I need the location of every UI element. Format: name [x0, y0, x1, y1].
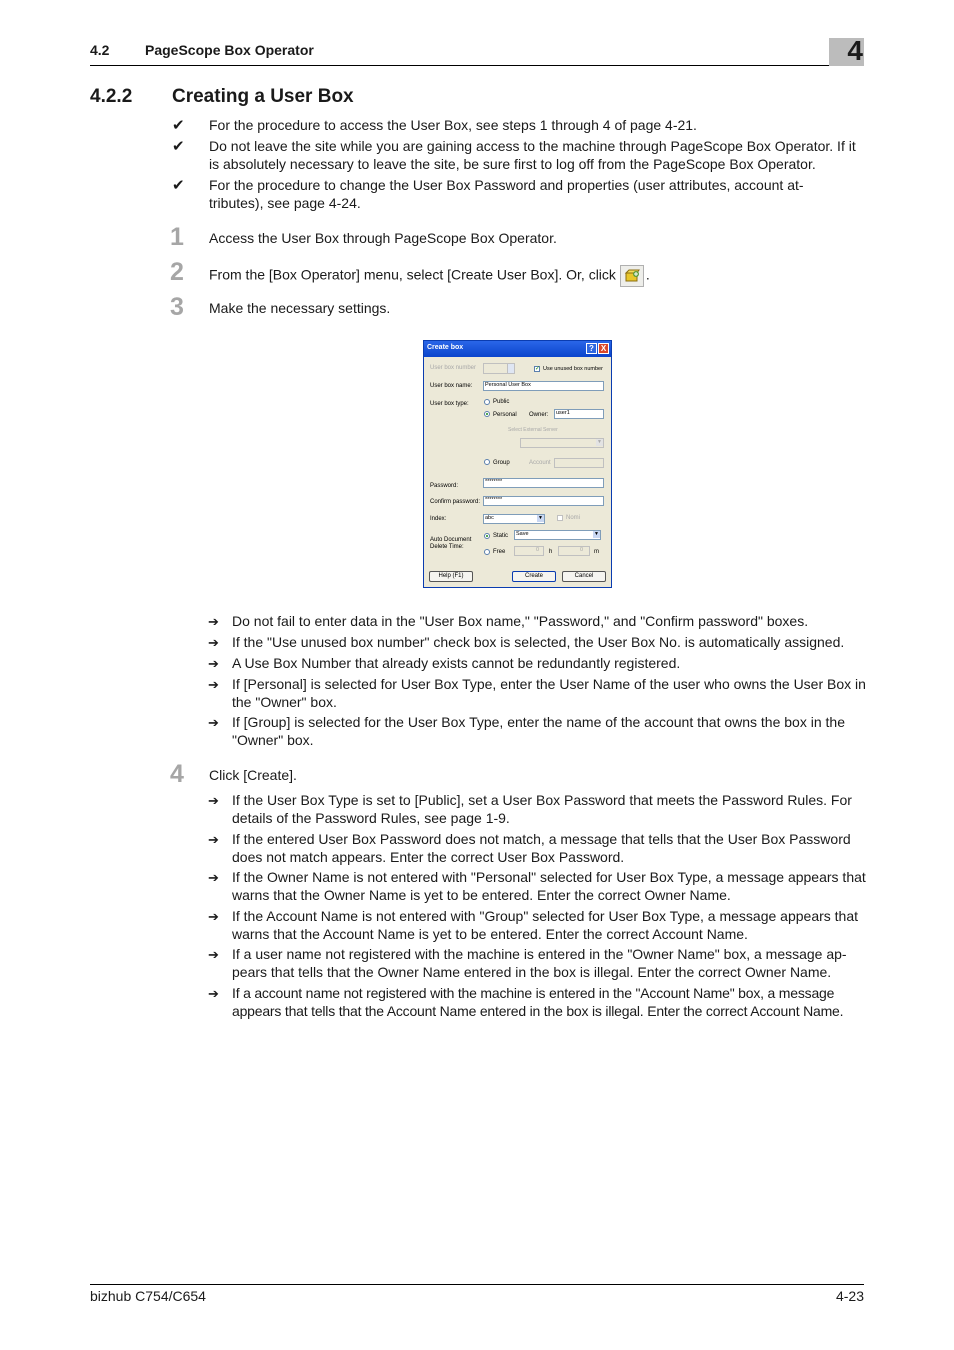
- free-label: Free: [493, 549, 506, 555]
- arrow-icon: ➔: [208, 715, 219, 730]
- check-icon: ✔: [172, 138, 185, 155]
- step-text-main: From the [Box Operator] menu, select [Create User Box]. Or, click: [209, 266, 616, 283]
- note-text: If the entered User Box Password does not match, a message that tells that the User Box Password does not match appears. Enter the correct User Box Password.: [232, 831, 851, 865]
- step-text: Click [Create].: [209, 767, 297, 783]
- note-text: If the User Box Type is set to [Public], set a User Box Password that meets the Password Rules. For details of the Password Rules, see page 1-9.: [232, 792, 852, 826]
- arrow-icon: ➔: [208, 947, 219, 962]
- password-label: Password:: [430, 483, 459, 489]
- create-user-box-icon: [620, 265, 644, 287]
- arrow-icon: ➔: [208, 677, 219, 692]
- user-box-name-field[interactable]: Personal User Box: [483, 381, 604, 391]
- note-text: If the "Use unused box number" check box is selected, the User Box No. is automatically assigned.: [232, 634, 845, 650]
- header-section-number: 4.2: [90, 42, 110, 58]
- static-radio[interactable]: [484, 533, 490, 539]
- step-text-suffix: .: [645, 266, 650, 283]
- public-radio[interactable]: [484, 399, 490, 405]
- arrow-icon: ➔: [208, 832, 219, 847]
- footer-page-number: 4-23: [835, 1288, 864, 1304]
- user-box-type-label: User box type:: [430, 401, 469, 407]
- arrow-icon: ➔: [208, 635, 219, 650]
- note-text: If [Personal] is selected for User Box Type, enter the User Name of the user who owns the User Box in the "Owner" box.: [232, 676, 866, 710]
- step-number: 4: [170, 760, 184, 788]
- check-item-text: For the procedure to access the User Box, see steps 1 through 4 of page 4-21.: [209, 117, 697, 133]
- group-label: Group: [493, 460, 510, 466]
- step-number: 3: [170, 293, 184, 321]
- free-radio[interactable]: [484, 549, 490, 555]
- step-text: Make the necessary settings.: [209, 300, 391, 316]
- note-text: A Use Box Number that already exists cannot be redundantly registered.: [232, 655, 681, 671]
- close-icon[interactable]: X: [598, 343, 609, 354]
- step-number: 2: [170, 258, 184, 286]
- arrow-icon: ➔: [208, 870, 219, 885]
- free-hours-field[interactable]: 0: [514, 546, 544, 556]
- public-label: Public: [493, 399, 510, 405]
- password-field[interactable]: ********: [483, 478, 604, 488]
- step-text: [209, 265, 865, 287]
- header-divider: [90, 65, 864, 66]
- use-unused-label: Use unused box number: [543, 366, 603, 372]
- note-text: Do not fail to enter data in the "User Box name," "Password," and "Confirm password" boxes.: [232, 613, 809, 629]
- index-value: abc: [485, 515, 494, 521]
- footer-divider: [90, 1284, 864, 1285]
- dialog-title: Create box: [427, 344, 464, 351]
- check-icon: ✔: [172, 177, 185, 194]
- owner-label: Owner:: [529, 412, 549, 418]
- section-title: Creating a User Box: [172, 86, 354, 107]
- confirm-password-field[interactable]: ********: [483, 496, 604, 506]
- personal-radio[interactable]: [484, 411, 490, 417]
- group-radio[interactable]: [484, 459, 490, 465]
- note-text: If a user name not registered with the machine is entered in the "Owner Name" box, a message ap-pears that tells that the Owner Name entered in the box is illegal. Enter the correct Owner Name.: [232, 946, 847, 980]
- auto-delete-label-2: Delete Time:: [430, 544, 464, 550]
- free-minutes-field[interactable]: 0: [558, 546, 590, 556]
- static-value: Save: [516, 531, 529, 537]
- create-button[interactable]: Create: [512, 571, 556, 582]
- arrow-icon: ➔: [208, 909, 219, 924]
- note-text: If the Owner Name is not entered with "Personal" selected for User Box Type, a message appears that warns that the Owner Name is yet to be entered. Enter the correct Owner Name.: [232, 869, 866, 903]
- arrow-icon: ➔: [208, 614, 219, 629]
- check-item-text: Do not leave the site while you are gaining access to the machine through PageScope Box Operator. If it is absolutely necessary to leave the site, be sure first to log off from the PageScope Box Operator.: [209, 138, 856, 172]
- nomi-checkbox[interactable]: [557, 515, 563, 521]
- chapter-number: 4: [847, 35, 863, 66]
- user-box-name-label: User box name:: [430, 383, 473, 389]
- section-number: 4.2.2: [90, 86, 133, 107]
- user-box-number-label: User box number: [430, 365, 477, 371]
- minutes-unit-label: m: [594, 549, 599, 555]
- header-title: PageScope Box Operator: [145, 42, 314, 58]
- note-text: If [Group] is selected for the User Box Type, enter the name of the account that owns the box in the "Owner" box.: [232, 714, 845, 748]
- auto-delete-label-1: Auto Document: [430, 537, 472, 543]
- step-text: Access the User Box through PageScope Box Operator.: [209, 230, 557, 246]
- step-number: 1: [170, 223, 184, 251]
- static-label: Static: [493, 533, 509, 539]
- use-unused-checkbox[interactable]: ✓: [535, 366, 541, 372]
- personal-label: Personal: [493, 412, 517, 418]
- nomi-label: Nomi: [566, 515, 581, 521]
- help-icon[interactable]: ?: [586, 343, 597, 354]
- note-text: If the Account Name is not entered with "Group" selected for User Box Type, a message appears that warns that the Account Name is yet to be entered. Enter the correct Account Name.: [232, 908, 859, 942]
- account-field[interactable]: [554, 458, 604, 468]
- select-external-server-label: Select External Server: [508, 427, 558, 433]
- cancel-button[interactable]: Cancel: [562, 571, 606, 582]
- check-item-text: For the procedure to change the User Box Password and properties (user attributes, account at-tributes), see page 4-24.: [209, 177, 804, 211]
- user-box-number-field[interactable]: [483, 363, 515, 374]
- footer-model: bizhub C754/C654: [90, 1288, 206, 1304]
- index-label: Index:: [430, 516, 447, 522]
- owner-field[interactable]: user1: [554, 409, 604, 419]
- note-text: If a account name not registered with the machine is entered in the "Account Name" box, a message appears that tells that the Account Name entered in the box is illegal. Enter the correct Account Name.: [232, 985, 844, 1019]
- arrow-icon: ➔: [208, 656, 219, 671]
- account-label: Account: [529, 460, 551, 466]
- arrow-icon: ➔: [208, 986, 219, 1001]
- hours-unit-label: h: [549, 549, 553, 555]
- confirm-password-label: Confirm password:: [430, 499, 481, 505]
- index-select[interactable]: abc ▼: [483, 514, 545, 524]
- check-icon: ✔: [172, 117, 185, 134]
- dialog-titlebar: [424, 341, 611, 357]
- create-box-dialog: [423, 340, 612, 588]
- arrow-icon: ➔: [208, 793, 219, 808]
- external-server-select[interactable]: ▼: [520, 438, 604, 448]
- help-button[interactable]: Help (F1): [429, 571, 473, 582]
- static-select[interactable]: Save ▼: [514, 530, 601, 540]
